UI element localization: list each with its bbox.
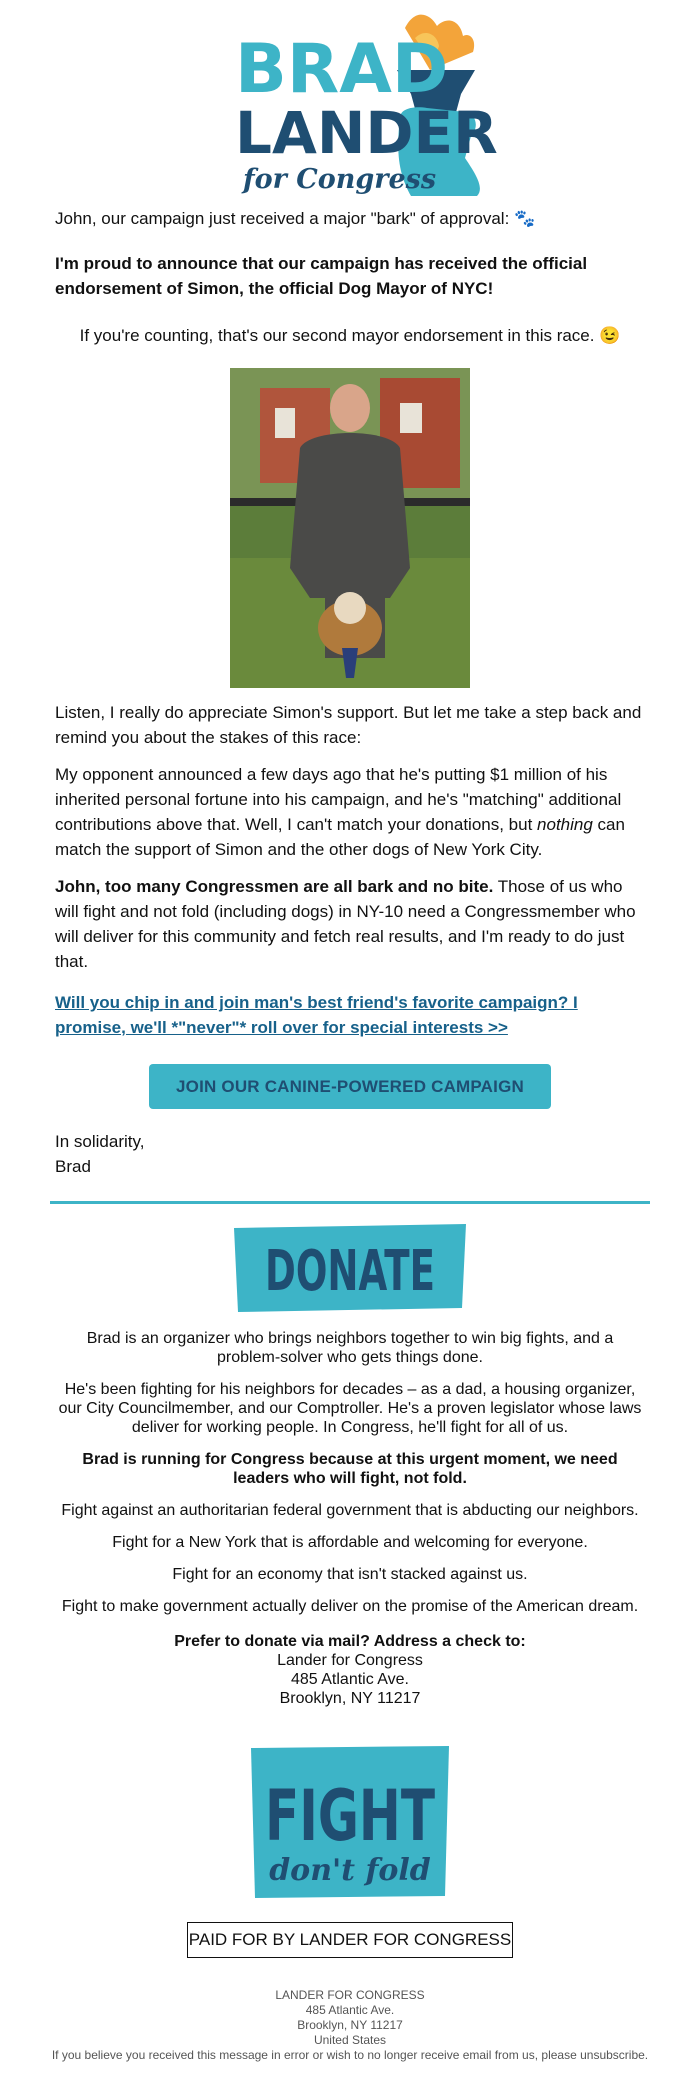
- signoff: [55, 1129, 645, 1179]
- opponent-paragraph: [55, 762, 645, 862]
- opponent-text-part1: My opponent announced a few days ago that he's putting $1 million of his inherited personal fortune into his campaign, and he's "matching" additional contributions above that. Well, I can't match your donations, but: [55, 765, 622, 834]
- email-container: [55, 0, 645, 1179]
- section-divider: [50, 1201, 650, 1204]
- second-endorsement-note: If you're counting, that's our second mayor endorsement in this race. 😉: [79, 326, 621, 345]
- intro-text: John, our campaign just received a major "bark" of approval: 🐾: [55, 209, 536, 228]
- donate-banner-text: DONATE: [265, 1239, 435, 1304]
- opponent-text-part2: can match the support of Simon and the other dogs of New York City.: [55, 815, 625, 859]
- about-p4: Fight against an authoritarian federal government that is abducting our neighbors.: [61, 1502, 639, 1519]
- signoff-line1: In solidarity,: [55, 1132, 145, 1151]
- about-p2: He's been fighting for his neighbors for decades – as a dad, a housing organizer, our City Councilmember, and our Comptroller. He's a proven legislator whose laws deliver for working people. In Congress, he'll fight for all of us.: [58, 1381, 642, 1436]
- fight-dont-fold-logo: [245, 1742, 455, 1902]
- about-p7: Fight to make government actually deliver on the promise of the American dream.: [61, 1598, 639, 1615]
- brand-line2: LANDER: [235, 99, 498, 167]
- brand-tagline: for Congress: [243, 164, 437, 195]
- about-brad: [45, 1329, 655, 1708]
- footer: [0, 1988, 700, 2063]
- fight-logo-line2: don't fold: [269, 1853, 431, 1888]
- footer-addr2: Brooklyn, NY 11217: [297, 2018, 403, 2032]
- donate-banner[interactable]: [230, 1220, 470, 1316]
- signoff-line2: Brad: [55, 1157, 91, 1176]
- about-p3: Brad is running for Congress because at this urgent moment, we need leaders who will fight, not fold.: [82, 1451, 618, 1487]
- join-campaign-button[interactable]: JOIN OUR CANINE-POWERED CAMPAIGN: [149, 1064, 551, 1109]
- fight-logo-line1: FIGHT: [265, 1775, 436, 1857]
- about-p6: Fight for an economy that isn't stacked against us.: [172, 1566, 528, 1583]
- brad-and-simon-photo: [230, 368, 470, 688]
- opponent-text-emphasis: nothing: [537, 815, 593, 834]
- footer-addr1: 485 Atlantic Ave.: [305, 2003, 395, 2017]
- brand-line1: BRAD: [235, 30, 449, 109]
- bark-bite-bold: John, too many Congressmen are all bark and no bite.: [55, 877, 494, 896]
- mail-line1: Lander for Congress: [277, 1652, 423, 1669]
- mail-line2: 485 Atlantic Ave.: [290, 1671, 409, 1688]
- mail-donation-block: [55, 1632, 645, 1708]
- chip-in-link[interactable]: Will you chip in and join man's best friend's favorite campaign? I promise, we'll *"never"* roll over for special interests >>: [55, 993, 578, 1037]
- endorsement-announcement: I'm proud to announce that our campaign has received the official endorsement of Simon, the official Dog Mayor of NYC!: [55, 254, 588, 298]
- bark-bite-text: Those of us who will fight and not fold (including dogs) in NY-10 need a Congressmember who will deliver for this community and fetch real results, and I'm ready to do just that.: [55, 877, 636, 971]
- about-p1: Brad is an organizer who brings neighbors together to win big fights, and a problem-solver who gets things done.: [86, 1330, 614, 1366]
- brad-lander-logo: [215, 8, 498, 198]
- paid-for-notice: PAID FOR BY LANDER FOR CONGRESS: [187, 1922, 513, 1958]
- footer-org: LANDER FOR CONGRESS: [275, 1988, 425, 2002]
- mail-line3: Brooklyn, NY 11217: [279, 1690, 421, 1707]
- stakes-paragraph: Listen, I really do appreciate Simon's support. But let me take a step back and remind you about the stakes of this race:: [55, 703, 642, 747]
- about-p5: Fight for a New York that is affordable and welcoming for everyone.: [112, 1534, 588, 1551]
- mail-heading: Prefer to donate via mail? Address a check to:: [174, 1633, 526, 1650]
- footer-unsubscribe-note[interactable]: If you believe you received this message in error or wish to no longer receive email from us, please unsubscribe.: [51, 2048, 649, 2062]
- bark-bite-paragraph: [55, 874, 645, 974]
- footer-country: United States: [313, 2033, 387, 2047]
- campaign-logo: [55, 0, 645, 200]
